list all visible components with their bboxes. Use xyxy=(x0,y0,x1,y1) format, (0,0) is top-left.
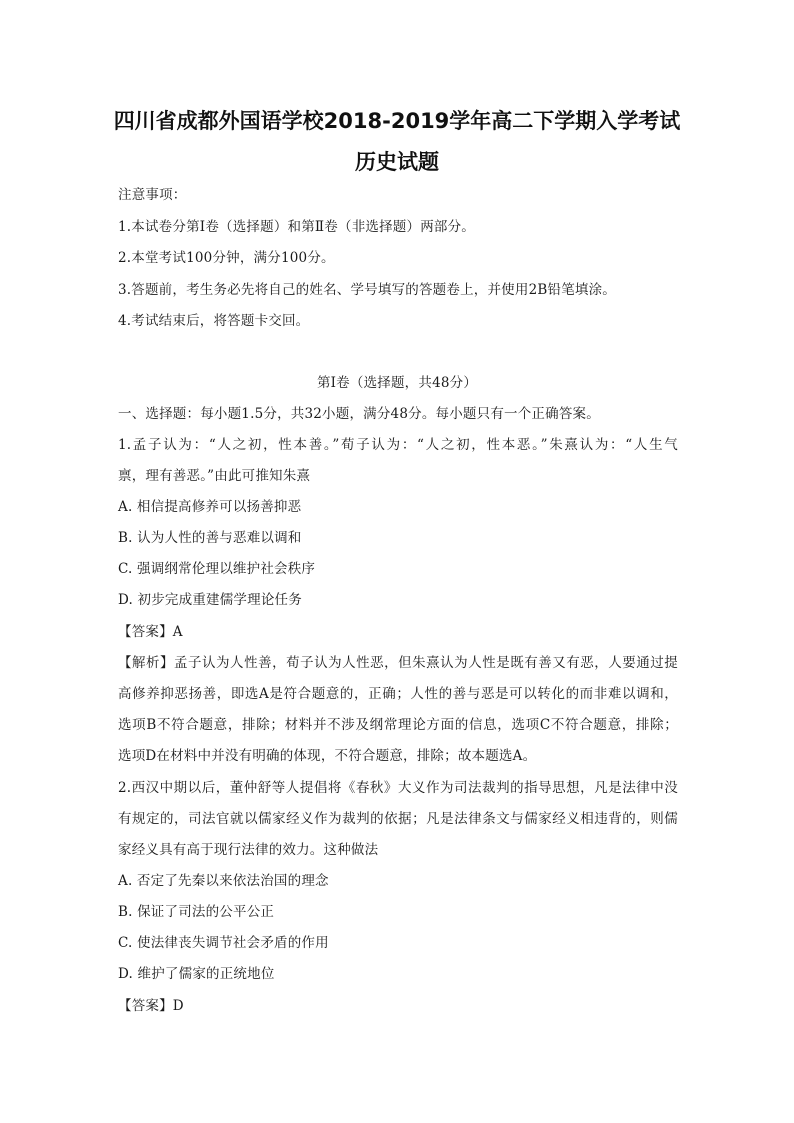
option-b: B. 认为人性的善与恶难以调和 xyxy=(118,530,302,546)
notice-heading: 注意事项： xyxy=(118,187,187,203)
document-title: 四川省成都外国语学校2018-2019学年高二下学期入学考试 xyxy=(113,109,681,133)
section-instruction: 一、选择题：每小题1.5分，共32小题，满分48分。每小题只有一个正确答案。 xyxy=(118,406,600,422)
notice-item: 4.考试结束后，将答题卡交回。 xyxy=(118,313,310,329)
answer-line: 【答案】D xyxy=(118,998,184,1014)
option-d: D. 维护了儒家的正统地位 xyxy=(118,966,275,982)
option-c: C. 使法律丧失调节社会矛盾的作用 xyxy=(118,935,329,951)
analysis-line: 高修养抑恶扬善，即选A是符合题意的，正确；人性的善与恶是可以转化的而非难以调和， xyxy=(118,686,678,702)
notice-item: 2.本堂考试100分钟，满分100分。 xyxy=(118,250,335,266)
analysis-line: 【解析】孟子认为人性善，荀子认为人性恶，但朱熹认为人性是既有善又有恶，人要通过提 xyxy=(118,655,678,671)
question-stem: 1.孟子认为：“人之初，性本善。”荀子认为：“人之初，性本恶。”朱熹认为：“人生气 xyxy=(118,437,678,453)
question-stem: 有规定的，司法官就以儒家经义作为裁判的依据；凡是法律条文与儒家经义相违背的，则儒 xyxy=(118,811,678,827)
section-heading: 第Ⅰ卷（选择题，共48分） xyxy=(316,375,478,391)
analysis-line: 选项D在材料中并没有明确的体现，不符合题意，排除；故本题选A。 xyxy=(118,748,537,764)
option-a: A. 否定了先秦以来依法治国的理念 xyxy=(118,873,329,889)
option-a: A. 相信提高修养可以扬善抑恶 xyxy=(118,499,302,515)
document-subtitle: 历史试题 xyxy=(355,150,439,174)
option-b: B. 保证了司法的公平公正 xyxy=(118,904,275,920)
analysis-line: 选项B不符合题意，排除；材料并不涉及纲常理论方面的信息，选项C不符合题意，排除； xyxy=(118,717,678,733)
answer-line: 【答案】A xyxy=(118,624,183,640)
notice-item: 1.本试卷分第Ⅰ卷（选择题）和第Ⅱ卷（非选择题）两部分。 xyxy=(118,219,475,235)
question-stem: 2.西汉中期以后，董仲舒等人提倡将《春秋》大义作为司法裁判的指导思想，凡是法律中没 xyxy=(118,780,678,796)
question-stem: 家经义具有高于现行法律的效力。这种做法 xyxy=(118,842,379,858)
notice-item: 3.答题前，考生务必先将自己的姓名、学号填写的答题卷上，并使用2B铅笔填涂。 xyxy=(118,282,616,298)
option-d: D. 初步完成重建儒学理论任务 xyxy=(118,592,302,608)
option-c: C. 强调纲常伦理以维护社会秩序 xyxy=(118,561,316,577)
question-stem: 禀，理有善恶。”由此可推知朱熹 xyxy=(118,468,311,484)
